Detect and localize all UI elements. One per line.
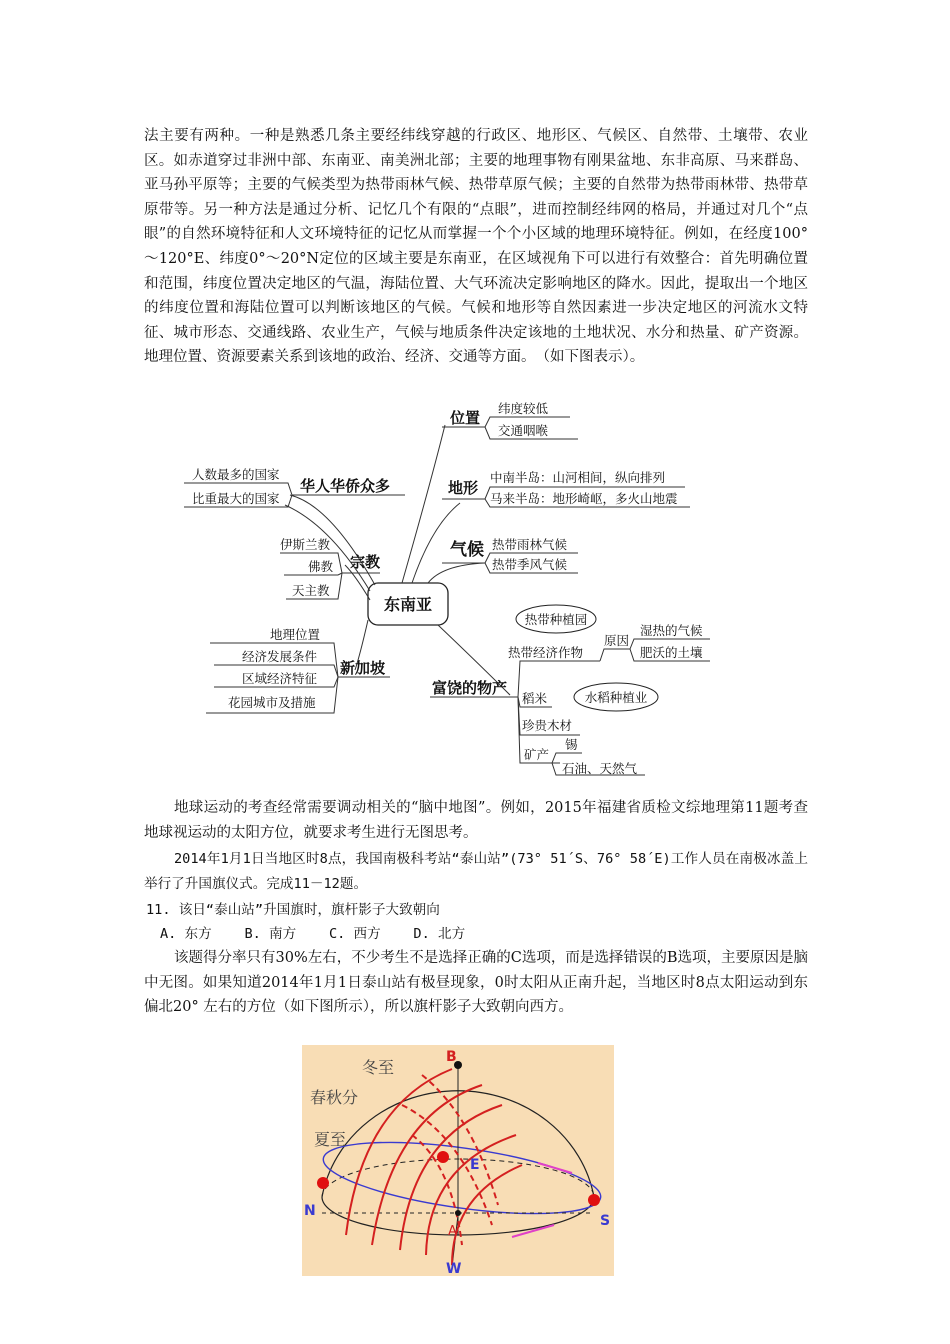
label-W: W: [446, 1261, 462, 1276]
branch-religion-title: 宗教: [350, 553, 381, 571]
point-S-sun: [588, 1194, 600, 1206]
products-rice: 稻米: [522, 691, 548, 706]
climate-item-1: 热带季风气候: [492, 557, 568, 572]
climate-item-0: 热带雨林气候: [492, 537, 568, 552]
products-plantation: 热带种植园: [524, 612, 588, 627]
mindmap-center: 东南亚: [383, 595, 433, 614]
intro-paragraph: 法主要有两种。一种是熟悉几条主要经纬线穿越的行政区、地形区、气候区、自然带、土壤带、农业区。如赤道穿过非洲中部、东南亚、南美洲北部；主要的地理事物有刚果盆地、东非高原、马来群岛、亚马孙平原等；主要的气候类型为热带雨林气候、热带草原气候；主要的自然带为热带雨林带、热带草原带等。另一种方法是通过分析、记忆几个有限的“点眼”，进而控制经纬网的格局，并通过对几个“点眼”的自然环境特征和人文环境特征的记忆从而掌握一个个小区域的地理环境特征。例如，在经度100°～120°E、纬度0°～20°N定位的区域主要是东南亚，在区域视角下可以进行有效整合：首先明确位置和范围，纬度位置决定地区的气温，海陆位置、大气环流决定影响地区的降水。因此，提取出一个地区的纬度位置和海陆位置可以判断该地区的气候。气候和地形等自然因素进一步决定地区的河流水文特征、城市形态、交通线路、农业生产，气候与地质条件决定该地的土地状况、水分和热量、矿产资源。地理位置、资源要素关系到该地的政治、经济、交通等方面。 （如下图表示）。: [144, 128, 808, 366]
point-noon-sun: [437, 1151, 449, 1163]
religion-item-2: 天主教: [292, 583, 330, 598]
terrain-item-0: 中南半岛：山河相间，纵向排列: [490, 470, 666, 485]
reason-item-0: 湿热的气候: [640, 623, 703, 638]
branch-products-title: 富饶的物产: [432, 679, 508, 697]
products-minerals: 矿产: [524, 747, 550, 762]
position-item-0: 纬度较低: [498, 401, 549, 416]
southeast-asia-mindmap: [180, 395, 740, 785]
singapore-item-2: 区域经济特征: [242, 671, 318, 686]
religion-item-1: 佛教: [308, 559, 334, 574]
mineral-item-1: 石油、天然气: [562, 761, 638, 776]
branch-terrain-title: 地形: [448, 479, 479, 497]
products-reason: 原因: [604, 633, 630, 648]
products-rice-farming: 水稻种植业: [584, 690, 648, 705]
branch-chinese-title: 华人华侨众多: [300, 477, 391, 495]
label-N: N: [304, 1203, 316, 1219]
products-timber: 珍贵木材: [522, 718, 573, 733]
singapore-item-1: 经济发展条件: [242, 649, 318, 664]
singapore-item-3: 花园城市及措施: [228, 695, 316, 710]
branch-position-title: 位置: [450, 409, 481, 427]
sun-path-diagram: [302, 1045, 614, 1276]
label-summer: 夏至: [314, 1130, 347, 1149]
label-E: E: [470, 1157, 480, 1173]
question-11: 11. 该日“泰山站”升国旗时，旗杆影子大致朝向: [146, 902, 440, 918]
analysis-paragraph: 该题得分率只有30%左右，不少考生不是选择正确的C选项，而是选择错误的B选项，主要原因是脑中无图。如果知道2014年1月1日泰山站有极昼现象，0时太阳从正南升起，当地区时8点太阳运动到东偏北20° 左右的方位（如下图所示），所以旗杆影子大致朝向西方。: [144, 950, 808, 1016]
mineral-item-0: 锡: [565, 737, 578, 752]
singapore-item-0: 地理位置: [270, 627, 321, 642]
label-B: B: [446, 1049, 457, 1065]
position-item-1: 交通咽喉: [498, 423, 549, 438]
question-stem: 2014年1月1日当地区时8点，我国南极科考站“泰山站”(73° 51´S、76° 58´E)工作人员在南极冰盖上举行了升国旗仪式。完成11－12题。: [144, 851, 808, 892]
label-equinox: 春秋分: [310, 1088, 359, 1107]
label-A: A: [448, 1224, 457, 1239]
label-winter: 冬至: [362, 1058, 395, 1077]
branch-singapore-title: 新加坡: [340, 659, 386, 677]
branch-climate-title: 气候: [450, 540, 484, 560]
label-S: S: [600, 1213, 611, 1229]
question-options: A. 东方 B. 南方 C. 西方 D. 北方: [160, 926, 466, 942]
earth-motion-paragraph: 地球运动的考查经常需要调动相关的“脑中地图”。例如，2015年福建省质检文综地理第11题考查地球视运动的太阳方位，就要求考生进行无图思考。: [144, 800, 808, 841]
chinese-item-0: 人数最多的国家: [192, 467, 280, 482]
terrain-item-1: 马来半岛：地形崎岖，多火山地震: [490, 491, 678, 506]
reason-item-1: 肥沃的土壤: [640, 645, 703, 660]
products-crops: 热带经济作物: [508, 645, 584, 660]
point-N-sun: [317, 1177, 329, 1189]
chinese-item-1: 比重最大的国家: [192, 491, 280, 506]
religion-item-0: 伊斯兰教: [280, 537, 331, 552]
